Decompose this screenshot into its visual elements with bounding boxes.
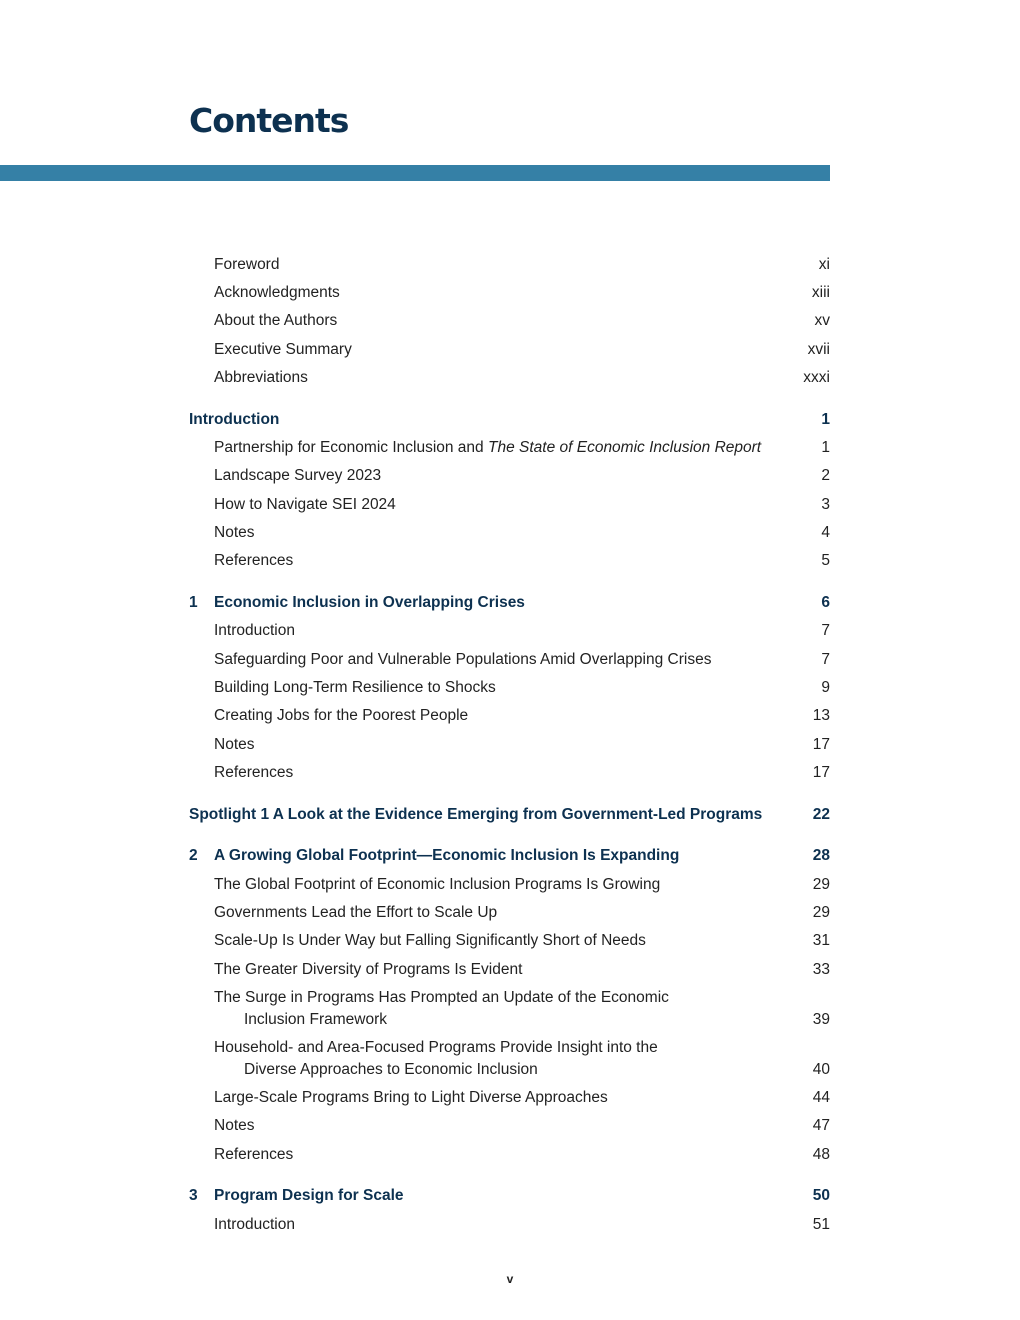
toc-entry-page: 48 <box>812 1146 830 1163</box>
toc-entry-page: 7 <box>821 651 830 668</box>
toc-chapter-label: Program Design for Scale <box>214 1187 404 1204</box>
toc-entry-label: The Surge in Programs Has Prompted an Update of the Economic <box>214 989 669 1006</box>
toc-entry-page: xxxi <box>803 369 830 386</box>
toc-entry-label-continued: Inclusion Framework <box>244 1011 387 1028</box>
toc-entry-label: References <box>214 1146 294 1163</box>
toc-chapter-label: Economic Inclusion in Overlapping Crises <box>214 594 525 611</box>
toc-entry-page: xi <box>818 256 830 273</box>
toc-section-page: 1 <box>821 411 830 428</box>
toc-entry-page: 33 <box>812 961 830 978</box>
toc-entry-page: 17 <box>812 764 830 781</box>
toc-entry-label: Safeguarding Poor and Vulnerable Populations Amid Overlapping Crises <box>214 651 712 668</box>
toc-entry-page: 1 <box>821 439 830 456</box>
toc-entry-page: 51 <box>812 1216 830 1233</box>
toc-entry-label: The Global Footprint of Economic Inclusion Programs Is Growing <box>214 876 661 893</box>
toc-entry-label: Partnership for Economic Inclusion and The State of Economic Inclusion Report <box>214 439 762 456</box>
toc-entry-italic-title: The State of Economic Inclusion Report <box>487 439 762 456</box>
page-title: Contents <box>189 101 349 140</box>
toc-entry-label: The Greater Diversity of Programs Is Evident <box>214 961 523 978</box>
toc-entry-label: Household- and Area-Focused Programs Provide Insight into the <box>214 1039 658 1056</box>
toc-spotlight-page: 22 <box>812 806 830 823</box>
toc-entry-page: 47 <box>812 1117 830 1134</box>
toc-entry-label-continued: Diverse Approaches to Economic Inclusion <box>244 1061 538 1078</box>
toc-chapter-label: A Growing Global Footprint—Economic Inclusion Is Expanding <box>214 847 680 864</box>
toc-entry-page: 17 <box>812 736 830 753</box>
toc-entry[interactable] <box>189 1037 830 1081</box>
toc-entry-label: Building Long-Term Resilience to Shocks <box>214 679 496 696</box>
toc-entry-page: 7 <box>821 622 830 639</box>
toc-entry-page: 40 <box>812 1061 830 1078</box>
toc-entry-label: Notes <box>214 1117 255 1134</box>
toc-chapter-page: 50 <box>812 1187 830 1204</box>
toc-entry-label: Abbreviations <box>214 369 308 386</box>
toc-entry-page: 2 <box>821 467 830 484</box>
toc-chapter-page: 6 <box>821 594 830 611</box>
toc-entry-page: 9 <box>821 679 830 696</box>
toc-entry-page: 29 <box>812 876 830 893</box>
toc-entry-label: Introduction <box>214 1216 295 1233</box>
toc-spotlight-label: Spotlight 1 A Look at the Evidence Emerging from Government-Led Programs <box>189 806 763 823</box>
toc-entry-label: Creating Jobs for the Poorest People <box>214 707 469 724</box>
toc-entry-page: 3 <box>821 496 830 513</box>
toc-entry-label: Scale-Up Is Under Way but Falling Significantly Short of Needs <box>214 932 646 949</box>
toc-entry-label: How to Navigate SEI 2024 <box>214 496 396 513</box>
toc-section-label: Introduction <box>189 411 280 428</box>
toc-entry-page: 13 <box>812 707 830 724</box>
toc-entry-page: xv <box>814 312 830 329</box>
toc-chapter-number: 2 <box>189 847 198 864</box>
toc-entry-page: 31 <box>812 932 830 949</box>
toc-chapter-number: 3 <box>189 1187 198 1204</box>
page-number: v <box>506 1272 514 1286</box>
toc-entry-label: Executive Summary <box>214 341 352 358</box>
toc-entry-label: References <box>214 552 294 569</box>
toc-entry[interactable] <box>189 987 830 1031</box>
toc-entry-label: Governments Lead the Effort to Scale Up <box>214 904 498 921</box>
toc-chapter-page: 28 <box>812 847 830 864</box>
toc-entry-label: Notes <box>214 524 255 541</box>
title-rule <box>0 165 830 181</box>
toc-entry-label: About the Authors <box>214 312 338 329</box>
toc-entry-label: Introduction <box>214 622 295 639</box>
toc-entry-page: 5 <box>821 552 830 569</box>
toc-entry-label: Landscape Survey 2023 <box>214 467 382 484</box>
toc-chapter-number: 1 <box>189 594 198 611</box>
toc-entry-label: Foreword <box>214 256 280 273</box>
toc-entry-label: References <box>214 764 294 781</box>
toc-entry-label: Notes <box>214 736 255 753</box>
toc-entry-label: Large-Scale Programs Bring to Light Diverse Approaches <box>214 1089 608 1106</box>
toc-entry-page: 44 <box>812 1089 830 1106</box>
toc-entry-page: xvii <box>807 341 830 358</box>
toc-entry-page: xiii <box>811 284 830 301</box>
toc-entry-page: 29 <box>812 904 830 921</box>
toc-entry-page: 39 <box>812 1011 830 1028</box>
toc-entry-page: 4 <box>821 524 830 541</box>
toc-entry-label: Acknowledgments <box>214 284 340 301</box>
